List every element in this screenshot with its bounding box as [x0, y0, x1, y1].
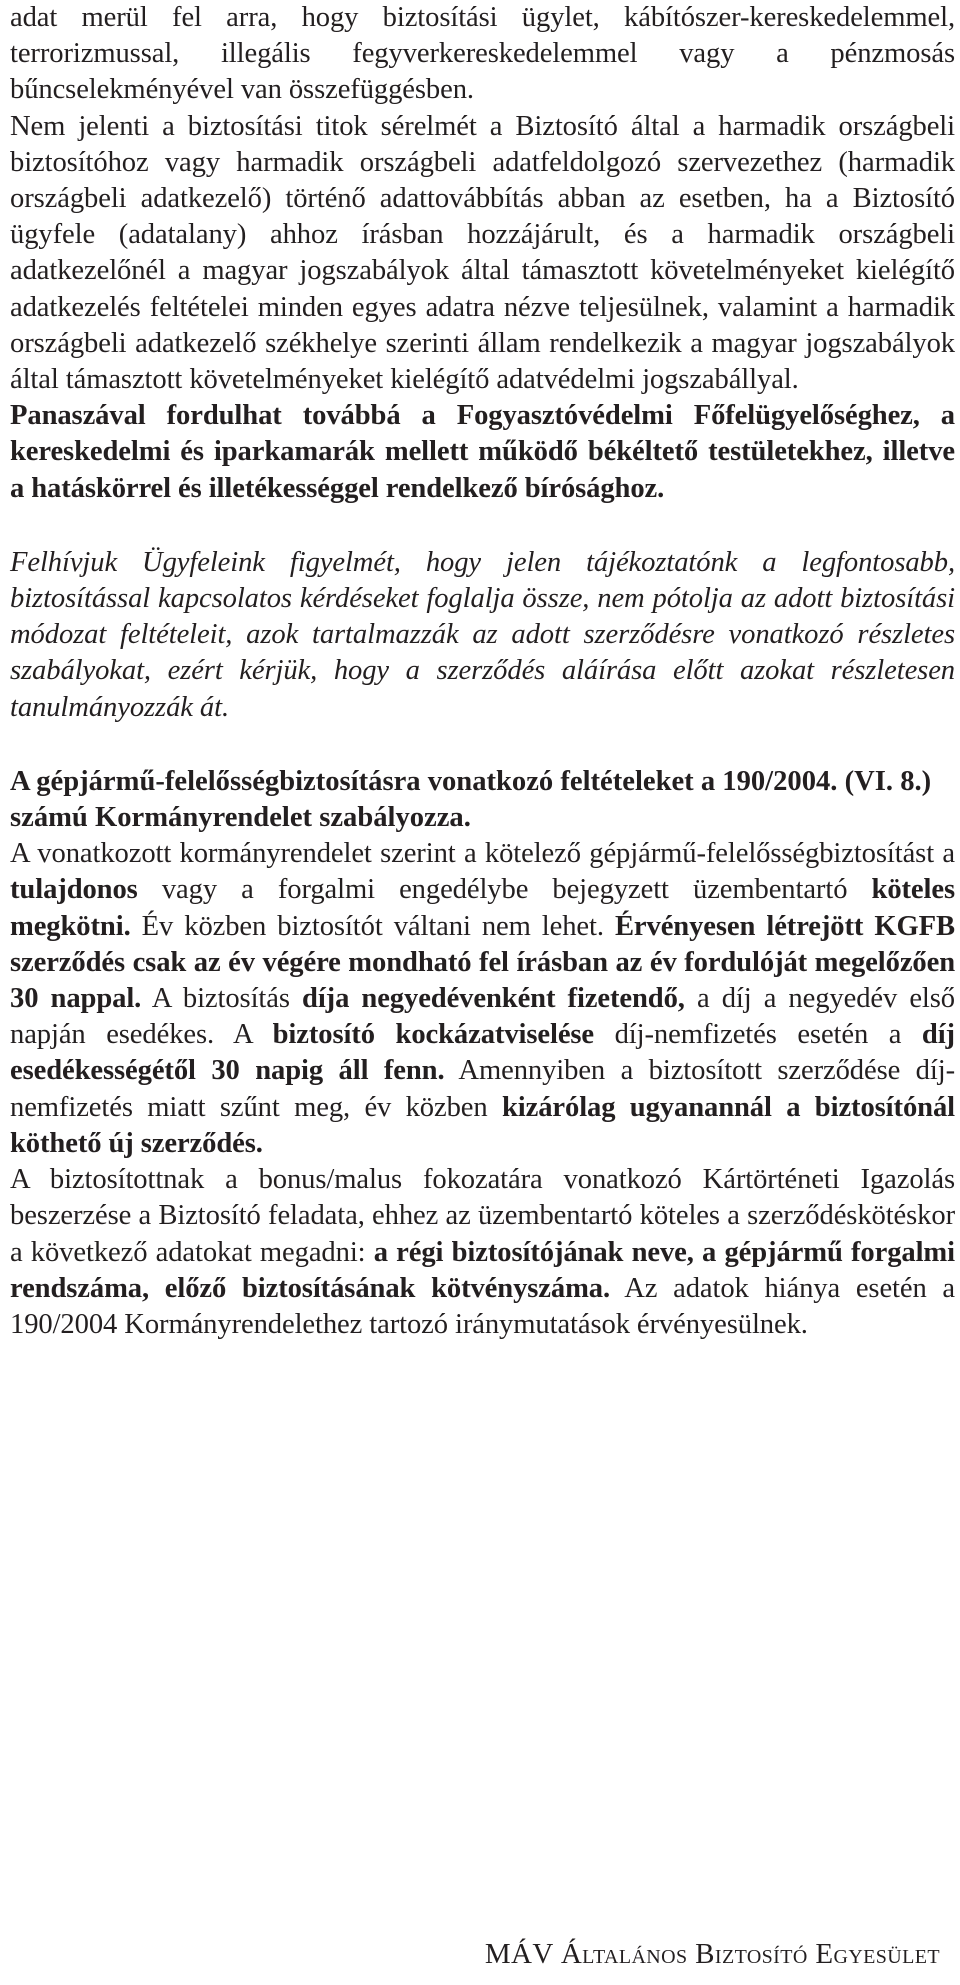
- kgfb-heading: A gépjármű-felelősségbiztosításra vonatkozó feltételeket a 190/2004. (VI. 8.) számú Kormányrendelet szabályozza.: [10, 765, 932, 834]
- text-run: díja negyedévenként fizetendő,: [302, 983, 685, 1015]
- paragraph-money-laundering: adat merül fel arra, hogy biztosítási ügylet, kábítószer-kereskedelemmel, terrorizmussal, illegális fegyverkereskedelemmel vagy a pénzmosás bűncselekményével van összefüggésben.: [10, 2, 955, 106]
- text-run: Év közben biztosítót váltani nem lehet.: [130, 910, 615, 942]
- text-run: Az adatok hiánya esetén a 190/2004 Kormányrendelethez tartozó iránymutatások érvényesülnek.: [10, 1272, 955, 1340]
- document-page: [10, 0, 955, 1343]
- paragraph-complaint-authorities: Panaszával fordulhat továbbá a Fogyasztóvédelmi Főfelügyelőséghez, a kereskedelmi és iparkamarák mellett működő békéltető testületekhez, illetve a hatáskörrel és illetékességgel rendelkező bírósághoz.: [10, 400, 955, 504]
- text-run: A biztosítás: [141, 983, 303, 1015]
- text-run: A vonatkozott kormányrendelet szerint a kötelező gépjármű-felelősségbiztosítást a: [10, 838, 955, 870]
- paragraph-kgfb-rules: [10, 836, 955, 1162]
- text-run: a régi biztosítójának neve, a gépjármű forgalmi rendszáma, előző biztosításának kötvényszáma.: [10, 1236, 955, 1304]
- paragraph-claims-history: [10, 1162, 955, 1343]
- text-run: biztosító kockázatviselése: [272, 1019, 595, 1051]
- text-run: A biztosítottnak a bonus/malus fokozatára vonatkozó Kártörténeti Igazolás beszerzése a Biztosító feladata, ehhez az üzembentartó köteles a szerződéskötéskor a következő adatokat megadni:: [10, 1164, 955, 1268]
- paragraph-customer-notice: Felhívjuk Ügyfeleink figyelmét, hogy jelen tájékoztatónk a legfontosabb, biztosítással kapcsolatos kérdéseket foglalja össze, nem pótolja az adott biztosítási módozat feltételeit, azok tartalmazzák az adott szerződésre vonatkozó részletes szabályokat, ezért kérjük, hogy a szerződés aláírása előtt azokat részletesen tanulmányozzák át.: [10, 546, 955, 723]
- text-run: díj esedékességétől 30 napig áll fenn.: [10, 1019, 955, 1087]
- company-signature: MÁV Általános Biztosító Egyesület: [484, 1938, 940, 1970]
- text-run: tulajdonos: [10, 874, 138, 906]
- spacer: [10, 726, 955, 764]
- text-run: díj-nemfizetés esetén a: [594, 1019, 922, 1051]
- text-run: Érvényesen létrejött KGFB szerződés csak az év végére mondható fel írásban az év fordulóját megelőzően 30 nappal.: [10, 910, 955, 1015]
- text-run: vagy a forgalmi engedélybe bejegyzett üzembentartó: [137, 874, 872, 906]
- text-run: köteles megkötni.: [10, 874, 955, 942]
- text-run: kizárólag ugyanannál a biztosítónál köthető új szerződés.: [10, 1091, 955, 1159]
- text-run: a díj a negyedév első napján esedékes. A: [10, 983, 955, 1051]
- paragraph-third-country-transfer: Nem jelenti a biztosítási titok sérelmét a Biztosító által a harmadik országbeli biztosítóhoz vagy harmadik országbeli adatfeldolgozó szervezethez (harmadik országbeli adatkezelő) történő adattovábbítás abban az esetben, ha a Biztosító ügyfele (adatalany) ahhoz írásban hozzájárult, és a harmadik országbeli adatkezelőnél a magyar jogszabályok által támasztott követelményeket kielégítő adatkezelés feltételei minden egyes adatra nézve teljesülnek, valamint a harmadik országbeli adatkezelő székhelye szerinti állam rendelkezik a magyar jogszabályok által támasztott követelményeket kielégítő adatvédelmi jogszabállyal.: [10, 110, 955, 396]
- spacer: [10, 507, 955, 545]
- text-run: Amennyiben a biztosított szerződése díj-nemfizetés miatt szűnt meg, év közben: [10, 1055, 955, 1123]
